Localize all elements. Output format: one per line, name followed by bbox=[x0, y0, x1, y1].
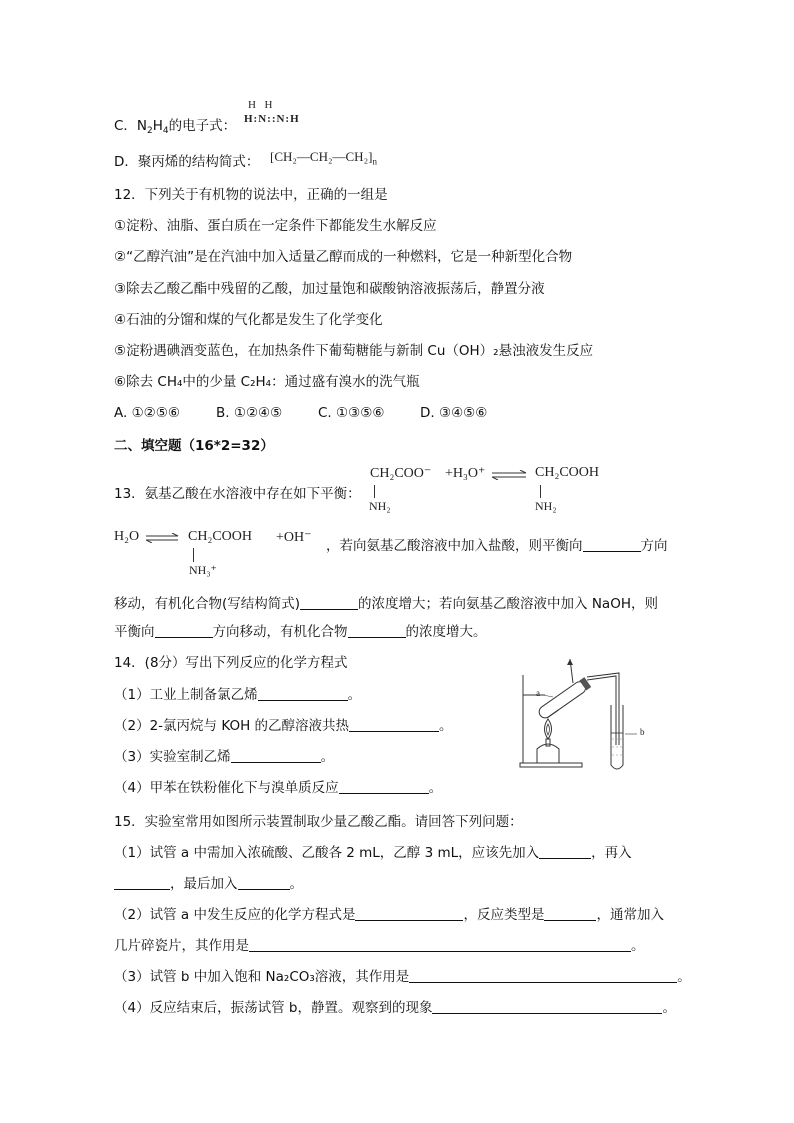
apparatus-label-a: a bbox=[536, 688, 540, 698]
q12-item: ②“乙醇汽油”是在汽油中加入适量乙醇而成的一种燃料，它是一种新型化合物 bbox=[114, 249, 573, 265]
ester-apparatus-diagram bbox=[515, 655, 675, 775]
apparatus-label-b: b bbox=[640, 727, 645, 737]
q15-p2-a: （2）试管 a 中发生反应的化学方程式是 bbox=[114, 907, 356, 923]
n2h4-electron-formula bbox=[244, 100, 300, 125]
q13-line3-a: 移动，有机化合物(写结构简式) bbox=[114, 596, 301, 612]
eq1-left-bond bbox=[374, 485, 375, 498]
equilibrium-arrow-icon bbox=[146, 533, 180, 543]
answer-blank[interactable] bbox=[348, 623, 406, 638]
q12-option-b: B. ①②④⑤ bbox=[216, 405, 283, 421]
q13-line3-b: 的浓度增大；若向氨基乙酸溶液中加入 NaOH，则 bbox=[358, 596, 658, 612]
answer-blank[interactable] bbox=[238, 875, 290, 890]
eq1-right-bond bbox=[540, 485, 541, 498]
q13-line4 bbox=[114, 622, 487, 642]
q14-item-text: （2）2-氯丙烷与 KOH 的乙醇溶液共热 bbox=[114, 718, 350, 734]
q14-item bbox=[114, 685, 361, 705]
q15-p3-b: 。 bbox=[677, 969, 691, 985]
q14-stem: 14．(8分）写出下列反应的化学方程式 bbox=[114, 655, 348, 671]
q13-line2-b: 方向 bbox=[640, 538, 668, 554]
q12-option-a: A. ①②⑤⑥ bbox=[114, 405, 180, 421]
q11-c-sub2: 4 bbox=[162, 126, 169, 136]
q14-item-text: （4）甲苯在铁粉催化下与溴单质反应 bbox=[114, 780, 339, 796]
q15-part2-cont bbox=[114, 936, 645, 956]
eq2-right-nh3: NH₃⁺ bbox=[189, 563, 217, 577]
answer-blank[interactable] bbox=[355, 906, 463, 921]
q15-p2-d: 几片碎瓷片，其作用是 bbox=[114, 938, 249, 954]
q12-options bbox=[114, 403, 487, 423]
q15-part4 bbox=[114, 998, 676, 1018]
eq1-right: CH₂COOH bbox=[535, 465, 599, 480]
q13-stem: 13．氨基乙酸在水溶液中存在如下平衡： bbox=[114, 486, 361, 502]
q13-line3 bbox=[114, 594, 658, 614]
answer-blank[interactable] bbox=[583, 537, 641, 552]
q15-p2-b: ，反应类型是 bbox=[463, 907, 545, 923]
q14-item-end: 。 bbox=[439, 718, 453, 734]
eq1-left: CH₂COO⁻ bbox=[370, 466, 432, 481]
answer-blank[interactable] bbox=[539, 844, 591, 859]
answer-blank[interactable] bbox=[544, 906, 596, 921]
q15-p3-a: （3）试管 b 中加入饱和 Na₂CO₃溶液，其作用是 bbox=[114, 969, 410, 985]
eq2-plus: +OH⁻ bbox=[276, 530, 312, 545]
answer-blank[interactable] bbox=[155, 623, 213, 638]
q11-c-mid: H bbox=[152, 118, 163, 134]
q15-p1-c: ，最后加入 bbox=[170, 876, 238, 892]
polypropylene-text: [CH₂—CH₂—CH₂] bbox=[270, 149, 373, 164]
eq1-right-nh2: NH₂ bbox=[535, 499, 557, 513]
q12-item: ③除去乙酸乙酯中残留的乙酸，加过量饱和碳酸钠溶液振荡后，静置分液 bbox=[114, 281, 545, 297]
section-title: 二、填空题（16*2=32） bbox=[114, 438, 274, 454]
n2h4-top-h: H H bbox=[248, 99, 274, 111]
q13-line4-c: 的浓度增大。 bbox=[405, 624, 487, 640]
equilibrium-arrow-icon bbox=[492, 470, 528, 480]
q12-item: ④石油的分馏和煤的气化都是发生了化学变化 bbox=[114, 312, 383, 328]
q11-d-label: D．聚丙烯的结构简式： bbox=[114, 154, 260, 170]
q12-item: ⑤淀粉遇碘酒变蓝色，在加热条件下葡萄糖能与新制 Cu（OH）₂悬浊液发生反应 bbox=[114, 343, 594, 359]
q11-option-c bbox=[114, 116, 236, 141]
q15-p2-c: ，通常加入 bbox=[596, 907, 664, 923]
q11-c-tail: 的电子式： bbox=[168, 118, 237, 134]
q14-item-end: 。 bbox=[320, 749, 335, 765]
answer-blank[interactable] bbox=[349, 717, 439, 732]
q11-c-sub1: 2 bbox=[147, 126, 153, 136]
q14-item-text: （3）实验室制乙烯 bbox=[114, 749, 231, 765]
answer-blank[interactable] bbox=[300, 595, 358, 610]
eq1-left-nh2: NH₂ bbox=[369, 499, 391, 513]
answer-blank[interactable] bbox=[339, 779, 429, 794]
polypropylene-n: n bbox=[372, 156, 377, 167]
answer-blank[interactable] bbox=[432, 999, 662, 1014]
q14-item bbox=[114, 747, 334, 767]
q15-part1-cont bbox=[114, 874, 303, 894]
q15-p4-b: 。 bbox=[662, 1000, 676, 1016]
q15-p1-a: （1）试管 a 中需加入浓硫酸、乙酸各 2 mL，乙醇 3 mL，应该先加入 bbox=[114, 845, 540, 861]
answer-blank[interactable] bbox=[231, 748, 321, 763]
q15-p1-d: 。 bbox=[289, 876, 303, 892]
eq2-right-bond bbox=[193, 548, 194, 562]
q14-item-end: 。 bbox=[428, 780, 443, 796]
q13-line4-a: 平衡向 bbox=[114, 624, 155, 640]
q13-line2-a: ，若向氨基乙酸溶液中加入盐酸，则平衡向 bbox=[326, 538, 583, 554]
q14-item-text: （1）工业上制备氯乙烯 bbox=[114, 687, 258, 703]
q15-stem: 15．实验室常用如图所示装置制取少量乙酸乙酯。请回答下列问题： bbox=[114, 814, 523, 830]
q11-c-label: C．N bbox=[114, 118, 148, 134]
polypropylene-formula bbox=[270, 149, 377, 167]
answer-blank[interactable] bbox=[249, 937, 631, 952]
answer-blank[interactable] bbox=[409, 968, 677, 983]
q11-option-d bbox=[114, 152, 259, 172]
q15-part3 bbox=[114, 967, 691, 987]
q15-p2-e: 。 bbox=[631, 938, 645, 954]
q15-part2 bbox=[114, 905, 664, 925]
q13-line4-b: 方向移动，有机化合物 bbox=[212, 624, 348, 640]
eq1-plus: +H₃O⁺ bbox=[445, 466, 486, 481]
q15-part1 bbox=[114, 843, 632, 863]
answer-blank[interactable] bbox=[258, 686, 348, 701]
q12-option-d: D. ③④⑤⑥ bbox=[420, 405, 488, 421]
q12-item: ⑥除去 CH₄中的少量 C₂H₄：通过盛有溴水的洗气瓶 bbox=[114, 374, 420, 390]
q12-stem: 12．下列关于有机物的说法中，正确的一组是 bbox=[114, 187, 388, 203]
q12-option-c: C. ①③⑤⑥ bbox=[318, 405, 385, 421]
q12-item: ①淀粉、油脂、蛋白质在一定条件下都能发生水解反应 bbox=[114, 218, 437, 234]
n2h4-main: H:N::N:H bbox=[244, 113, 300, 125]
q14-item bbox=[114, 716, 453, 736]
q13-line2 bbox=[326, 536, 668, 556]
q15-p1-b: ，再入 bbox=[591, 845, 632, 861]
q15-p4-a: （4）反应结束后，振荡试管 b，静置。观察到的现象 bbox=[114, 1000, 433, 1016]
eq2-right: CH₂COOH bbox=[188, 529, 252, 544]
q14-item-end: 。 bbox=[347, 687, 362, 703]
eq2-left: H₂O bbox=[114, 529, 140, 544]
q14-item bbox=[114, 778, 442, 798]
answer-blank[interactable] bbox=[114, 875, 170, 890]
